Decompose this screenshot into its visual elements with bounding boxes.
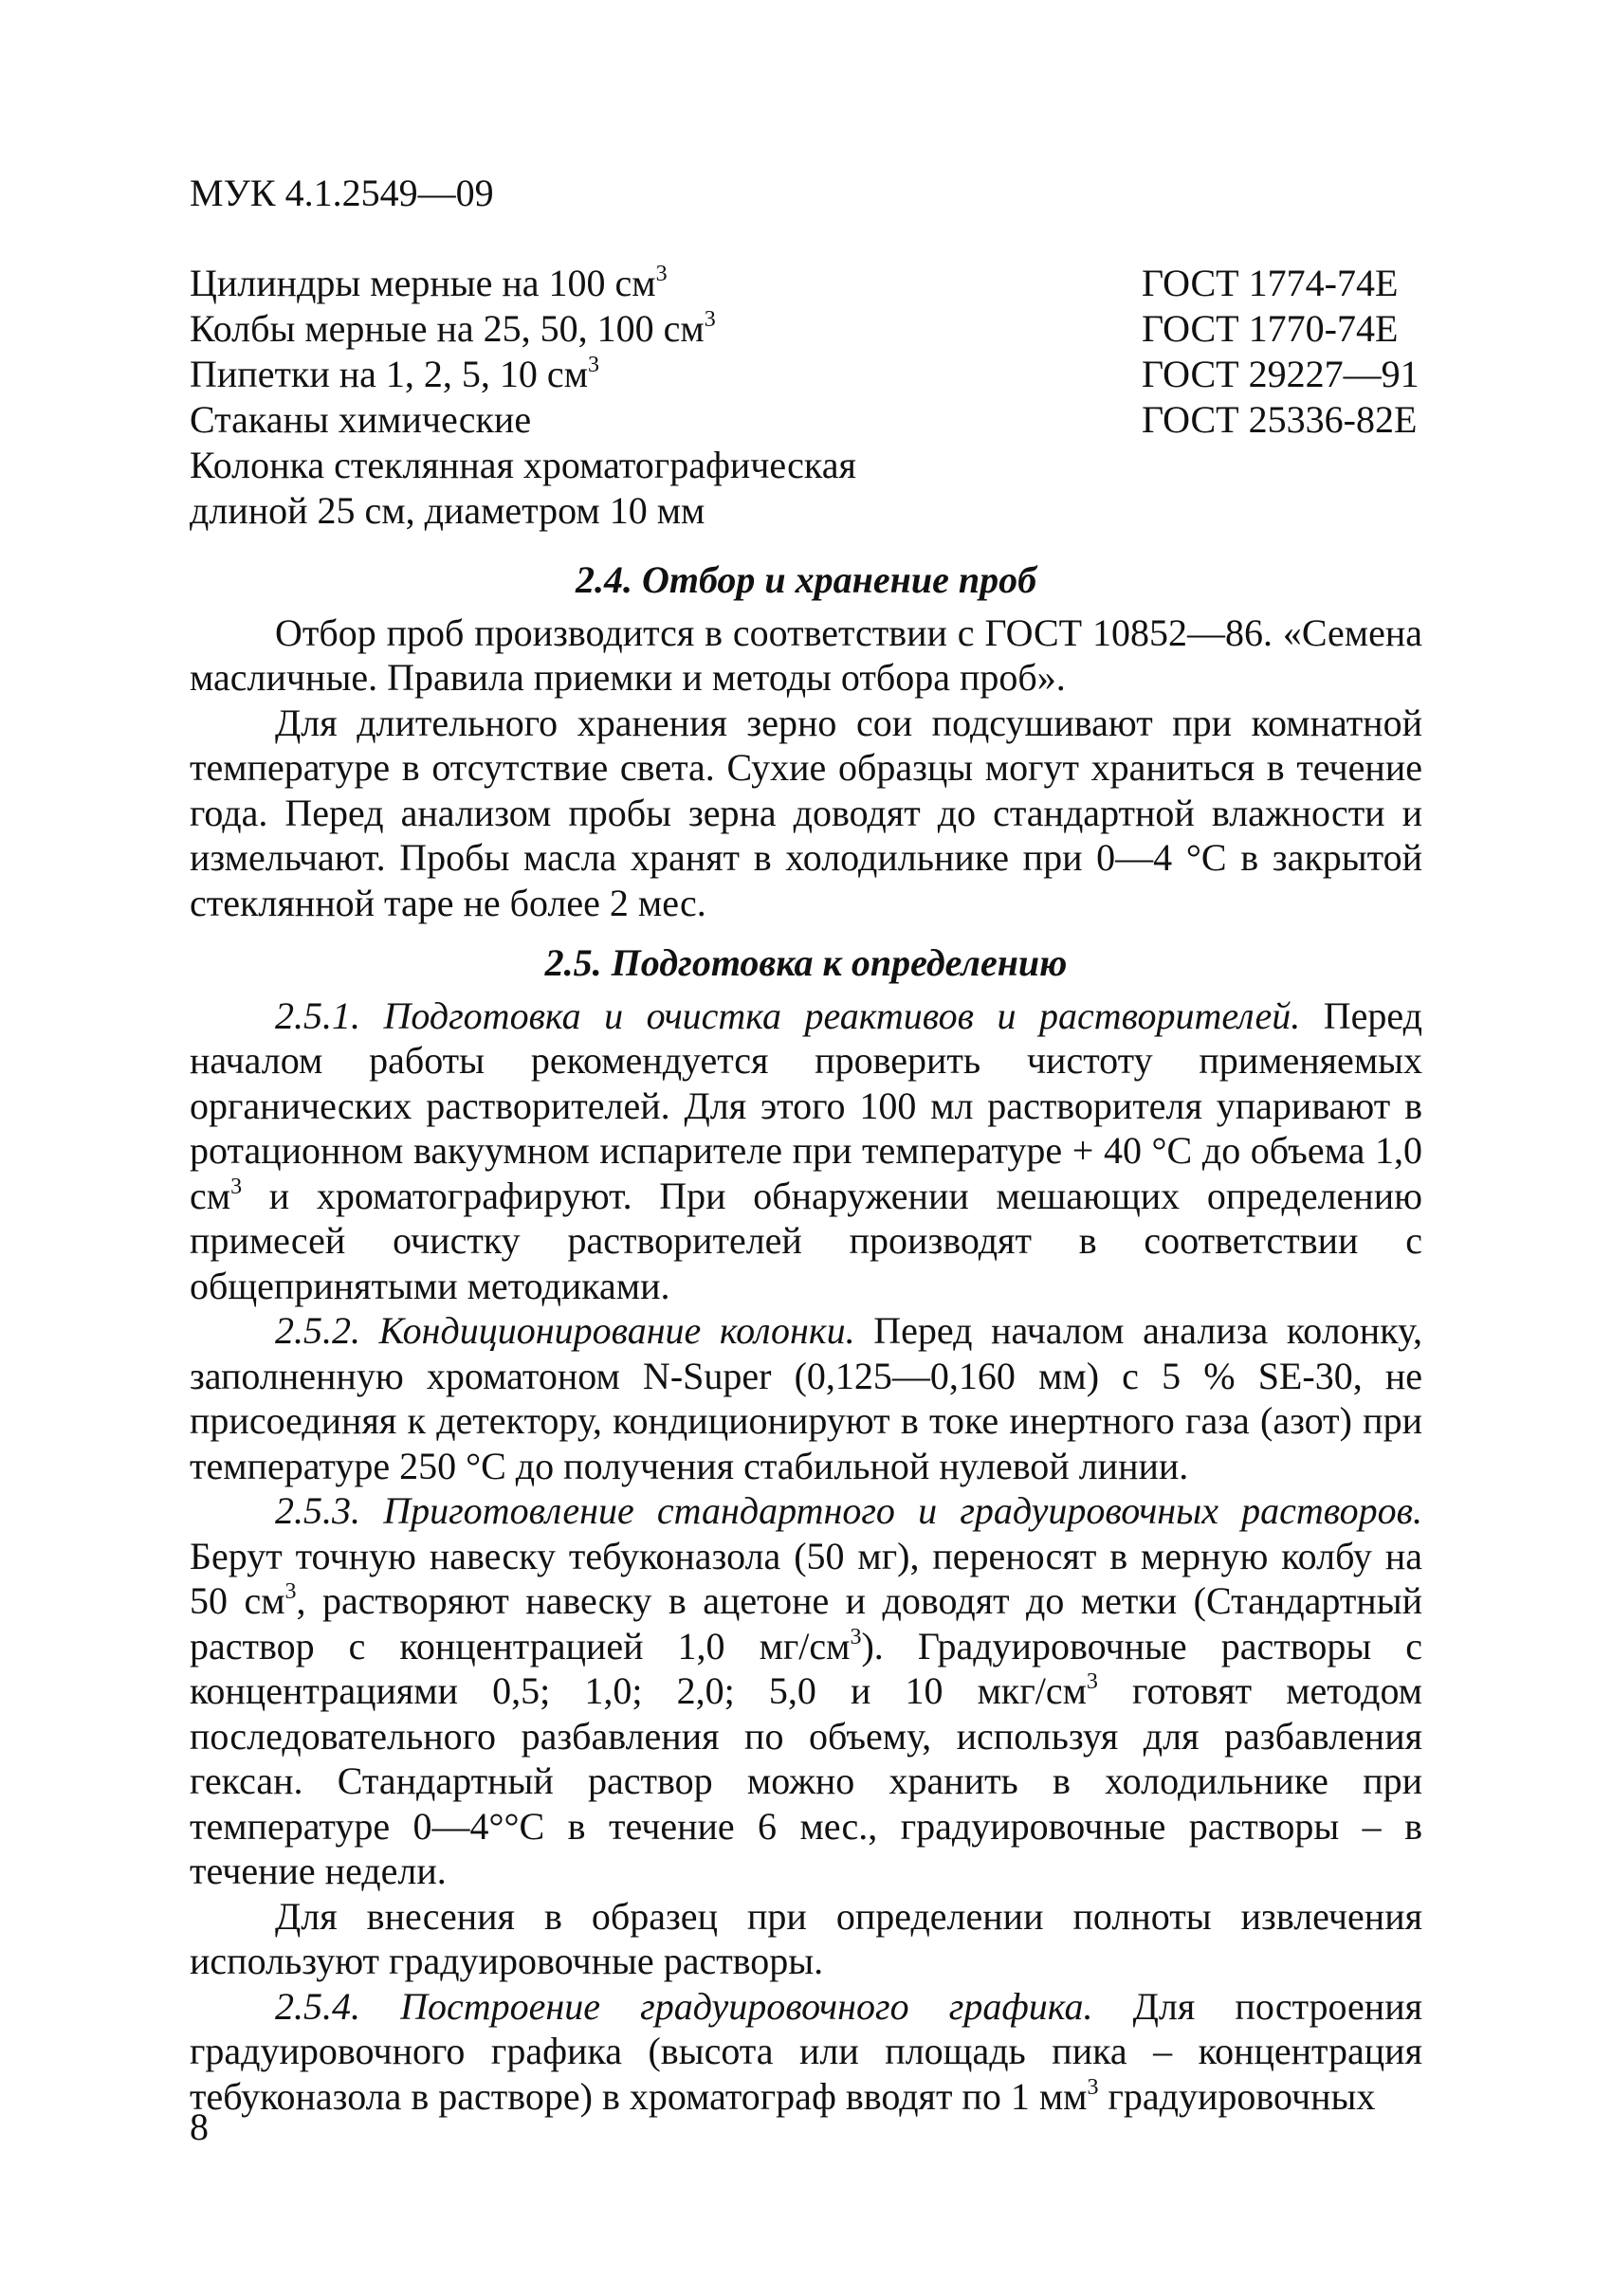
paragraph: 2.5.2. Кондиционирование колонки. Перед началом анализа колонку, заполненную хроматоном N-Super (0,125—0,160 мм) с 5 % SE-30, не присоединяя к детектору, кондиционируют в токе инертного газа (азот) при температуре 250 °С до получения стабильной нулевой линии.: [190, 1309, 1423, 1487]
paragraph: 2.5.1. Подготовка и очистка реактивов и растворителей. Перед началом работы рекомендуется проверить чистоту применяемых органических растворителей. Для этого 100 мл растворителя упаривают в ротационном вакуумном испарителе при температуре + 40 °С до объема 1,0 $см^3$ и хроматографируют. При обнаружении мешающих определению примесей очистку растворителей производят в соответствии с общепринятыми методиками.: [190, 993, 1423, 1307]
superscript: 3: [588, 353, 599, 377]
paragraph: Для длительного хранения зерно сои подсушивают при комнатной температуре в отсутствие света. Сухие образцы могут храниться в течение года. Перед анализом пробы зерна доводят до стандартной влажности и измельчают. Пробы масла хранят в холодильнике при 0—4 °С в закрытой стеклянной таре не более 2 мес.: [190, 701, 1422, 924]
equipment-item: [190, 261, 1422, 306]
equipment-standard: ГОСТ 1774-74Е: [1142, 262, 1399, 304]
equipment-standard: ГОСТ 25336-82Е: [1142, 398, 1418, 441]
equipment-standard: ГОСТ 29227—91: [1142, 353, 1420, 395]
section-2-4: [190, 557, 1422, 925]
paragraph: 2.5.3. Приготовление стандартного и градуировочных растворов. Берут точную навеску тебуконазола (50 мг), переносят в мерную колбу на 50 $см^3$, растворяют навеску в ацетоне и доводят до метки (Стандартный раствор с концентрацией 1,0 $мг/см^3$). Градуировочные растворы с концентрациями 0,5; 1,0; 2,0; 5,0 и 10 мкг/$см^3$ готовят методом последовательного разбавления по объему, используя для разбавления гексан. Стандартный раствор можно хранить в холодильнике при температуре 0—4°°С в течение 6 мес., градуировочные растворы – в течение недели.: [190, 1489, 1422, 1892]
equipment-item: [190, 306, 1422, 352]
section-title: 2.4. Отбор и хранение проб: [575, 558, 1037, 601]
equipment-name: Пипетки на 1, 2, 5, 10 см: [190, 353, 588, 395]
subsection-label: 2.5.4. Построение градуировочного графика.: [275, 1984, 1093, 2028]
paragraph: Отбор проб производится в соответствии с ГОСТ 10852—86. «Семена масличные. Правила приемки и методы отбора проб».: [190, 610, 1422, 699]
equipment-list: [190, 261, 1422, 534]
equipment-name: длиной 25 см, диаметром 10 мм: [190, 489, 705, 532]
subsection-label: 2.5.1. Подготовка и очистка реактивов и растворителей.: [275, 993, 1301, 1037]
section-2-5: [190, 940, 1422, 2119]
subsection-label: 2.5.2. Кондиционирование колонки.: [275, 1309, 855, 1352]
equipment-item: [190, 488, 1422, 534]
equipment-item: [190, 352, 1422, 397]
subsection-label: 2.5.3. Приготовление стандартного и градуировочных растворов.: [275, 1489, 1422, 1532]
paragraph: Для внесения в образец при определении полноты извлечения используют градуировочные растворы.: [190, 1894, 1422, 1982]
superscript: 3: [1087, 2074, 1099, 2100]
superscript: 3: [704, 307, 716, 332]
superscript: 3: [284, 1579, 297, 1604]
equipment-item: [190, 397, 1422, 443]
paragraph: 2.5.4. Построение градуировочного графика. Для построения градуировочного графика (высота или площадь пика – концентрация тебуконазола в растворе) в хроматограф вводят по 1 $мм^3$ градуировочных: [190, 1984, 1422, 2118]
equipment-name: Цилиндры мерные на 100 см: [190, 262, 656, 304]
page-number: 8: [190, 2105, 209, 2148]
section-title: 2.5. Подготовка к определению: [544, 941, 1068, 984]
equipment-item: [190, 443, 1422, 488]
equipment-name: Колонка стеклянная хроматографическая: [190, 444, 856, 486]
equipment-name: Стаканы химические: [190, 398, 532, 441]
equipment-standard: ГОСТ 1770-74Е: [1142, 307, 1399, 350]
superscript: 3: [1086, 1669, 1098, 1694]
equipment-name: Колбы мерные на 25, 50, 100 см: [190, 307, 705, 350]
document-page: [190, 0, 1422, 2296]
superscript: 3: [655, 262, 668, 286]
running-header: МУК 4.1.2549—09: [190, 172, 494, 214]
superscript: 3: [230, 1174, 243, 1199]
superscript: 3: [850, 1624, 862, 1649]
